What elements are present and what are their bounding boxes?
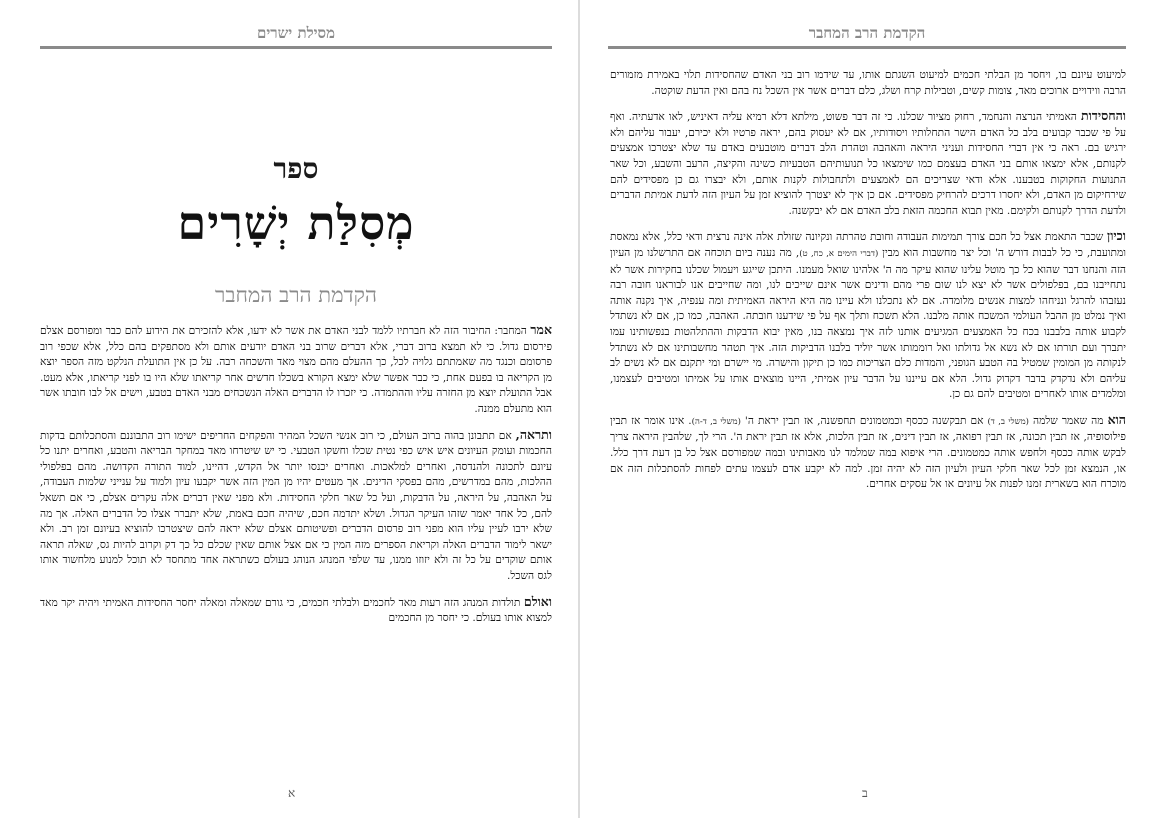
paragraph	[610, 68, 1126, 99]
paragraph	[610, 412, 1126, 493]
paragraph-text: , מה נענה ביום תוכחה אם התרשלנו מן העיון הזה והנחנו דבר שהוא כל כך מוטל עלינו שהוא עיקר מה ה' אלהינו שואל מעמנו. היתכן שייגע ויעמול שכלנו בחקירות אשר לא נתחייבנו בם, בפלפולים אשר לא יצא לנו שום פרי מהם ודינים אשר אינם שייכים לנו, ומה שחייבים אנו לבוראנו חובה רבה נעזבהו להרגל ונניחהו למצות אנשים מלומדה. אם לא נתכלנו ולא עיינו מה היא היראה האמיתית ומה ענפיה, איך נקנה אותה ואיך נמלט מן ההבל העולמי המשכח אותה מלבנו. הלא תשכח ותלך אף על פי שידענו חובתה. האהבה, כמו כן, אם לא נשתדל לקבוע אותה בלבבנו בכח כל האמצעים המגיעים אותנו לזה איך נמצאה בנו, מאין יבוא הדבקות וההתלהטות בנפשותינו עמו יתברך ועם תורתו אם לא נשא אל גדולתו ואל רוממותו אשר יוליד בלבנו הדביקות הזה. איך תטהר מחשבותינו אם לא נשתדל לנקותה מן המומין שמטיל בה הטבע הגופני, והמדות כלם הצריכות כמו כן תיקון והישרה. מי יישרם ומי יתקנם אם לא נשים לב עליהם ולא נדקדק בדבר דקדוק גדול. הלא אם עייננו על הדבר עיון אמיתי, היינו מוצאים אותו על אמיתו ומטיבים לעצמנו, ומלמדים אותו לאחרים ומטיבים להם גם כן.	[610, 246, 1126, 401]
running-head: מסילת ישרים	[257, 24, 335, 42]
paragraph-text: למיעוט עיונם בו, ויחסר מן הבלתי חכמים למיעוט השגתם אותו, עד שידמו רוב בני האדם שהחסידות תלוי באמירת מזמורים הרבה ווידויים ארוכים מאד, צומות קשים, וטבילות קרח ושלג, כלם דברים אשר אין השכל נח בהם ואין הדעת שוקטה.	[610, 69, 1126, 97]
scripture-reference: (דברי הימים א, כח, ט)	[799, 248, 879, 259]
section-title: הקדמת הרב המחבר	[215, 283, 377, 307]
lead-word: והחסידות	[1080, 108, 1126, 124]
right-page	[580, 0, 1159, 818]
paragraph	[40, 322, 552, 418]
lead-word: אמר	[530, 322, 552, 337]
title-sefer: ספר	[273, 152, 319, 185]
page-number: א	[288, 786, 296, 800]
paragraph-text: מה שאמר שלמה	[1028, 414, 1108, 427]
page-number: ב	[862, 786, 868, 800]
left-page	[0, 0, 579, 818]
running-head: הקדמת הרב המחבר	[808, 24, 926, 42]
lead-word: וכיון	[1107, 228, 1126, 244]
paragraph-text: האמיתי הנרצה והנחמד, רחוק מציור שכלנו. כי זה דבר פשוט, מילתא דלא רמיא עליה דאיניש, לאו אדעתיה. ואף על פי שכבר קבועים בלב כל האדם הישר התחלותיו ויסודותיו, אם לא יעסוק בהם, יראה פרטיו ולא יכירם, יעבור עליהם ולא ירגיש בם. ראה כי אין דברי החסידות ועניני היראה והאהבה וטהרת הלב דברים מוטבעים באדם עד שלא יצטרכו אמצעים לקנותם, אלא ימצאו אותם בני האדם בעצמם כמו שימצאו כל תנועותיהם הטבעיות כשינה והקיצה, הרעב והשבע, וכל שאר התנועות החקוקות בטבענו. אלא ודאי שצריכים הם לאמצעים ולתחבולות לקנות אותם, ולא יבצרו גם כן מפסידים להם שירחיקום מן האדם, ולא יחסרו דרכים להרחיק מפסידים. אם כן איך לא יצטרך להוציא זמן על העיון הזה לדעת אמיתת הדברים ולדעת הדרך לקנותם ולקימם. מאין תבוא החכמה הזאת בלב האדם אם לא יבקשנה.	[610, 111, 1126, 217]
paragraph-text: אם תבקשנה ככסף וכמטמונים תחפשנה, אז תבין יראת ה'	[740, 414, 988, 427]
lead-word: הוא	[1107, 411, 1126, 427]
header-rule	[608, 46, 1126, 49]
paragraph-text: המחבר: החיבור הזה לא חברתיו ללמד לבני האדם את אשר לא ידעו, אלא להזכירם את הידוע להם כבר ומפורסם אצלם פירסום גדול. כי לא תמצא ברוב דברי, אלא דברים שרוב בני האדם יודעים אותם ולא מסתפקים בהם כלל, אלא שכפי רוב פרסומם וכנגד מה שאמתתם גלויה לכל, כך ההעלם מהם מצוי מאד והשכחה רבה. על כן אין התועלת הנלקט מזה הספר יוצא מן הקריאה בו בפעם אחת, כי כבר אפשר שלא ימצא הקורא בשכלו חדשים אחר קריאתו שלא היו בו לפני קריאתו, אלא מעט. אבל התועלת יוצא מן החזרה עליו וההתמדה. כי יזכרו לו הדברים האלה הנשכחים מבני האדם בטבע, וישים אל לבו חובתו אשר הוא מתעלם ממנה.	[40, 325, 552, 415]
book-title: מְסִלַּת יְשָׁרִים	[177, 196, 415, 250]
paragraph-text: שכבר התאמת אצל כל חכם צורך תמימות העבודה וחובת טהרתה ונקיונה שזולת אלה אינה נרצית ודאי כלל, אלא נמאסת ומתועבת, כי כל לבבות דורש ה' וכל יצר מחשבות הוא מבין	[610, 231, 1126, 259]
scripture-reference: (משלי ב, ד-ה)	[691, 416, 741, 427]
paragraph	[40, 594, 552, 627]
paragraph-text: אם תתבונן בהוה ברוב העולם, כי רוב אנשי השכל המהיר והפקחים החריפים ישימו רוב התבוננם והסתכלותם בדקות החכמות ועומק העיונים איש איש כפי נטית שכלו וחשקו הטבעי. כי יש שיטרחו מאד במחקר הבריאה והטבע, ואחרים יתנו כל עיונם לתכונה ולהנדסה, ואחרים למלאכות. ואחרים יכנסו יותר אל הקדש, דהיינו, למוד התורה הקדושה. מהם בפלפולי ההלכות, מהם במדרשים, מהם בפסקי הדינים. אך מעטים יהיו מן המין הזה אשר יקבעו עיון ולמוד על ענייני שלמות העבודה, על האהבה, על היראה, על הדבקות, ועל כל שאר חלקי החסידות. ולא מפני שאין דברים אלה עקרים אצלם, כי אם תשאל להם, כל אחד יאמר שזהו העיקר הגדול. ושלא יתדמה חכם, שיהיה חכם באמת, שלא יתברר אצלו כל הדברים האלה. אך מה שלא ירבו לעיין עליו הוא מפני רוב פרסום הדברים ופשיטותם אצלם שלא יראה להם שיצטרכו להוציא בעיונם זמן רב. ולא ישאר לימוד הדברים האלה וקריאת הספרים מזה המין כי אם אצל אותם שאין שכלם כל כך דק וקרוב להיות גס, שאלה תראה אותם שוקדים על כל זה ולא יזוזו ממנו, עד שלפי המנהג הנוהג בעולם כשתראה אחד מתחסד לא תוכל למנוע מלחשוד אותו לגס השכל.	[40, 429, 552, 582]
body-text	[610, 68, 1126, 502]
lead-word: ותראה,	[515, 426, 552, 442]
scripture-reference: (משלי ב, ד)	[987, 416, 1029, 427]
paragraph	[610, 108, 1126, 219]
header-rule	[40, 46, 552, 49]
paragraph-text: . אינו אומר אז תבין פילוסופיה, אז תבין תכונה, אז תבין רפואה, אז תבין דינים, אז תבין הלכות, אלא אז תבין יראת ה'. הרי לך, שלהבין היראה צריך לבקש אותה ככסף ולחפש אותה כמטמונים. הרי איפוא במה שמלמד לנו מאבותינו ובמה שמפורסם אצל כל בן דעת דרך כלל. או, הנמצא זמן לכל שאר חלקי העיון ולעיון הזה לא יהיה זמן. למה לא יקבע אדם לעצמו עתים לפחות להסתכלות הזה אם מוכרח הוא בשארית זמנו לפנות אל עיונים או אל עסקים אחרים.	[610, 414, 1126, 491]
paragraph-text: תולדות המנהג הזה רעות מאד לחכמים ולבלתי חכמים, כי גורם שמאלה ומאלה יחסר החסידות האמיתי ויהיה יקר מאד למצוא אותו בעולם. כי יחסר מן החכמים	[40, 596, 552, 625]
lead-word: ואולם	[523, 593, 552, 609]
paragraph	[610, 228, 1126, 403]
paragraph	[40, 427, 552, 585]
body-text	[40, 322, 552, 636]
